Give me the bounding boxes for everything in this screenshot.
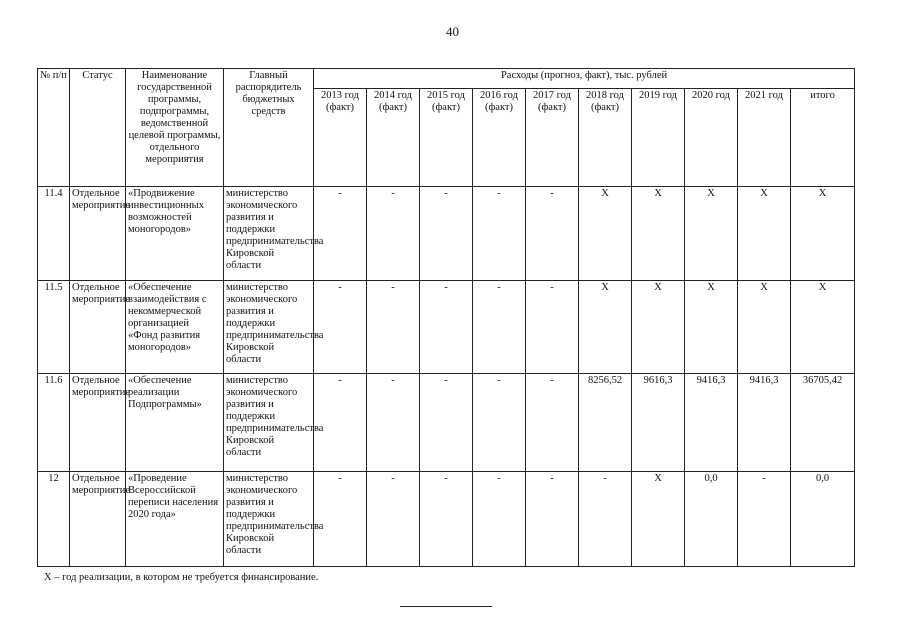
row-num: 11.5 xyxy=(38,281,70,374)
row-total: 0,0 xyxy=(791,472,855,567)
header-year: 2017 год (факт) xyxy=(526,89,579,187)
row-value: - xyxy=(314,281,367,374)
row-name: «Обеспечение взаимодействия с некоммерческой организацией «Фонд развития моногородов» xyxy=(126,281,224,374)
row-manager: министерство экономического развития и поддержки предпринимательства Кировской области xyxy=(224,374,314,472)
row-value: X xyxy=(738,187,791,281)
row-num: 11.6 xyxy=(38,374,70,472)
row-value: - xyxy=(314,472,367,567)
row-value: X xyxy=(632,472,685,567)
row-value: - xyxy=(367,472,420,567)
header-year: 2018 год (факт) xyxy=(579,89,632,187)
row-value: - xyxy=(420,472,473,567)
table-row xyxy=(38,281,855,374)
row-value: - xyxy=(367,281,420,374)
row-manager: министерство экономического развития и поддержки предпринимательства Кировской области xyxy=(224,472,314,567)
header-row xyxy=(38,69,855,89)
page-number: 40 xyxy=(446,24,459,39)
row-value: - xyxy=(420,187,473,281)
table-row xyxy=(38,187,855,281)
budget-table xyxy=(37,68,855,567)
row-name: «Продвижение инвестиционных возможностей моногородов» xyxy=(126,187,224,281)
row-name: «Проведение Всероссийской переписи населения 2020 года» xyxy=(126,472,224,567)
row-value: - xyxy=(367,374,420,472)
row-manager: министерство экономического развития и поддержки предпринимательства Кировской области xyxy=(224,187,314,281)
row-status: Отдельное мероприятие xyxy=(70,472,126,567)
table-row xyxy=(38,472,855,567)
header-manager: Главный распорядитель бюджетных средств xyxy=(224,69,314,187)
row-value: - xyxy=(738,472,791,567)
row-value: X xyxy=(579,187,632,281)
row-value: X xyxy=(685,187,738,281)
row-value: - xyxy=(473,472,526,567)
header-name: Наименование государственной программы, подпрограммы, ведомственной целевой программы, отдельного мероприятия xyxy=(126,69,224,187)
header-num: № п/п xyxy=(38,69,70,187)
row-value: - xyxy=(579,472,632,567)
row-total: 36705,42 xyxy=(791,374,855,472)
row-value: - xyxy=(367,187,420,281)
row-value: X xyxy=(632,187,685,281)
row-value: 0,0 xyxy=(685,472,738,567)
row-num: 12 xyxy=(38,472,70,567)
row-total: X xyxy=(791,281,855,374)
row-value: X xyxy=(685,281,738,374)
header-status: Статус xyxy=(70,69,126,187)
row-manager: министерство экономического развития и поддержки предпринимательства Кировской области xyxy=(224,281,314,374)
header-year: 2016 год (факт) xyxy=(473,89,526,187)
header-year: 2020 год xyxy=(685,89,738,187)
header-expenses: Расходы (прогноз, факт), тыс. рублей xyxy=(314,69,855,89)
row-value: X xyxy=(579,281,632,374)
header-year: 2019 год xyxy=(632,89,685,187)
header-year: 2021 год xyxy=(738,89,791,187)
row-num: 11.4 xyxy=(38,187,70,281)
row-name: «Обеспечение реализации Подпрограммы» xyxy=(126,374,224,472)
header-year: 2014 год (факт) xyxy=(367,89,420,187)
row-value: - xyxy=(526,472,579,567)
row-value: 9416,3 xyxy=(738,374,791,472)
header-year: 2013 год (факт) xyxy=(314,89,367,187)
bottom-rule xyxy=(400,606,492,607)
row-value: - xyxy=(473,374,526,472)
row-value: - xyxy=(526,187,579,281)
row-value: - xyxy=(526,281,579,374)
row-value: 8256,52 xyxy=(579,374,632,472)
row-value: - xyxy=(314,374,367,472)
row-value: - xyxy=(314,187,367,281)
row-value: 9416,3 xyxy=(685,374,738,472)
row-status: Отдельное мероприятие xyxy=(70,374,126,472)
footnote: X – год реализации, в котором не требуется финансирование. xyxy=(44,572,319,583)
row-value: - xyxy=(420,374,473,472)
header-year: 2015 год (факт) xyxy=(420,89,473,187)
row-status: Отдельное мероприятие xyxy=(70,281,126,374)
row-status: Отдельное мероприятие xyxy=(70,187,126,281)
row-value: - xyxy=(420,281,473,374)
table-row xyxy=(38,374,855,472)
row-value: - xyxy=(473,281,526,374)
row-value: - xyxy=(526,374,579,472)
row-value: - xyxy=(473,187,526,281)
row-value: X xyxy=(738,281,791,374)
header-total: итого xyxy=(791,89,855,187)
row-value: X xyxy=(632,281,685,374)
row-value: 9616,3 xyxy=(632,374,685,472)
row-total: X xyxy=(791,187,855,281)
